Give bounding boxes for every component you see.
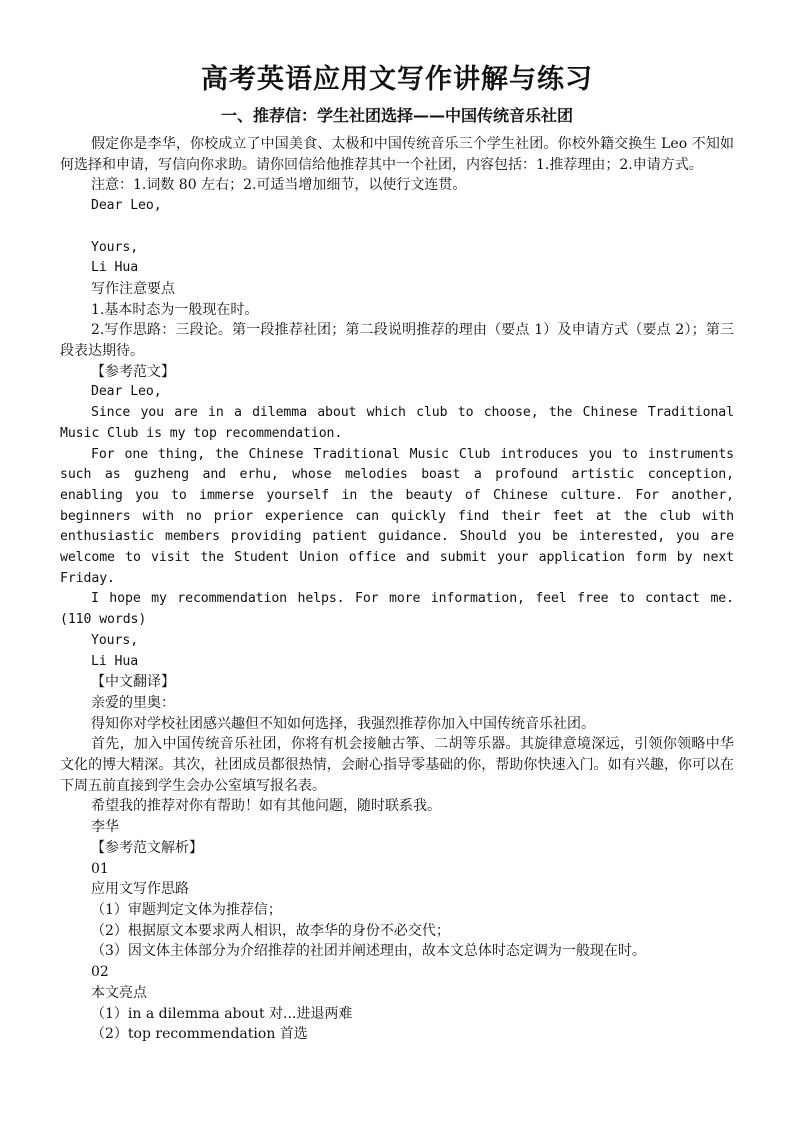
sample-paragraph-1: Since you are in a dilemma about which club to choose, the Chinese Traditional Music Club is my top recommendation. xyxy=(60,405,734,441)
analysis-section-2-number: 02 xyxy=(91,964,109,981)
analysis-section-1-item: （1）审题判定文体为推荐信； xyxy=(91,902,282,918)
document-page xyxy=(60,62,734,1045)
prompt-paragraph: 假定你是李华，你校成立了中国美食、太极和中国传统音乐三个学生社团。你校外籍交换生 Leo 不知如何选择和申请，写信向你求助。请你回信给他推荐其中一个社团，内容包括：1.推荐理由；2.申请方式。 xyxy=(60,136,734,173)
sample-closing: Yours, xyxy=(91,632,139,648)
sample-greeting: Dear Leo, xyxy=(91,384,162,400)
translation-signature: 李华 xyxy=(91,819,119,836)
prompt-signature: Li Hua xyxy=(91,260,139,276)
prompt-note: 注意：1.词数 80 左右；2.可适当增加细节，以使行文连贯。 xyxy=(91,177,467,194)
analysis-section-2-item: （1）in a dilemma about 对...进退两难 xyxy=(91,1005,353,1022)
analysis-section-2-item: （2）top recommendation 首选 xyxy=(91,1026,308,1043)
analysis-section-1-title: 应用文写作思路 xyxy=(91,881,189,898)
translation-paragraph-2: 首先，加入中国传统音乐社团，你将有机会接触古筝、二胡等乐器。其旋律意境深远，引领你领略中华文化的博大精深。其次，社团成员都很热情，会耐心指导零基础的你，帮助你快速入门。如有兴趣，你可以在下周五前直接到学生会办公室填写报名表。 xyxy=(60,736,734,794)
prompt-closing: Yours, xyxy=(91,239,139,255)
analysis-section-1-item: （3）因文体主体部分为介绍推荐的社团并阐述理由，故本文总体时态定调为一般现在时。 xyxy=(91,943,646,960)
document-title: 高考英语应用文写作讲解与练习 xyxy=(201,64,593,95)
sample-paragraph-2: For one thing, the Chinese Traditional Music Club introduces you to instruments such as guzheng and erhu, whose melodies boast a profound artistic conception, enabling you to immerse yourself in the beauty of Chinese culture. For another, beginners with no prior experience can quickly find their feet at the club with enthusiastic members providing patient guidance. Should you be interested, you are welcome to visit the Student Union office and submit your application form by next Friday. xyxy=(60,446,734,586)
section-subtitle: 一、推荐信：学生社团选择——中国传统音乐社团 xyxy=(220,106,573,125)
tips-heading: 写作注意要点 xyxy=(91,280,175,297)
translation-heading: 【中文翻译】 xyxy=(91,674,175,691)
translation-paragraph-1: 得知你对学校社团感兴趣但不知如何选择，我强烈推荐你加入中国传统音乐社团。 xyxy=(91,715,595,732)
tips-item-1: 1.基本时态为一般现在时。 xyxy=(91,301,259,318)
tips-item-2: 2.写作思路：三段论。第一段推荐社团；第二段说明推荐的理由（要点 1）及申请方式（要点 2）；第三段表达期待。 xyxy=(60,322,734,360)
sample-signature: Li Hua xyxy=(91,653,139,669)
analysis-heading: 【参考范文解析】 xyxy=(91,839,203,856)
blank-line xyxy=(60,217,734,238)
analysis-section-2-title: 本文亮点 xyxy=(91,984,147,1001)
translation-greeting: 亲爱的里奥： xyxy=(91,694,175,711)
analysis-section-1-item: （2）根据原文本要求两人相识，故李华的身份不必交代； xyxy=(91,922,450,939)
translation-paragraph-3: 希望我的推荐对你有帮助！如有其他问题，随时联系我。 xyxy=(91,798,441,815)
sample-paragraph-3: I hope my recommendation helps. For more information, feel free to contact me. (110 words) xyxy=(60,591,734,628)
sample-heading: 【参考范文】 xyxy=(91,363,175,380)
prompt-greeting: Dear Leo, xyxy=(91,198,162,214)
analysis-section-1-number: 01 xyxy=(91,860,109,877)
